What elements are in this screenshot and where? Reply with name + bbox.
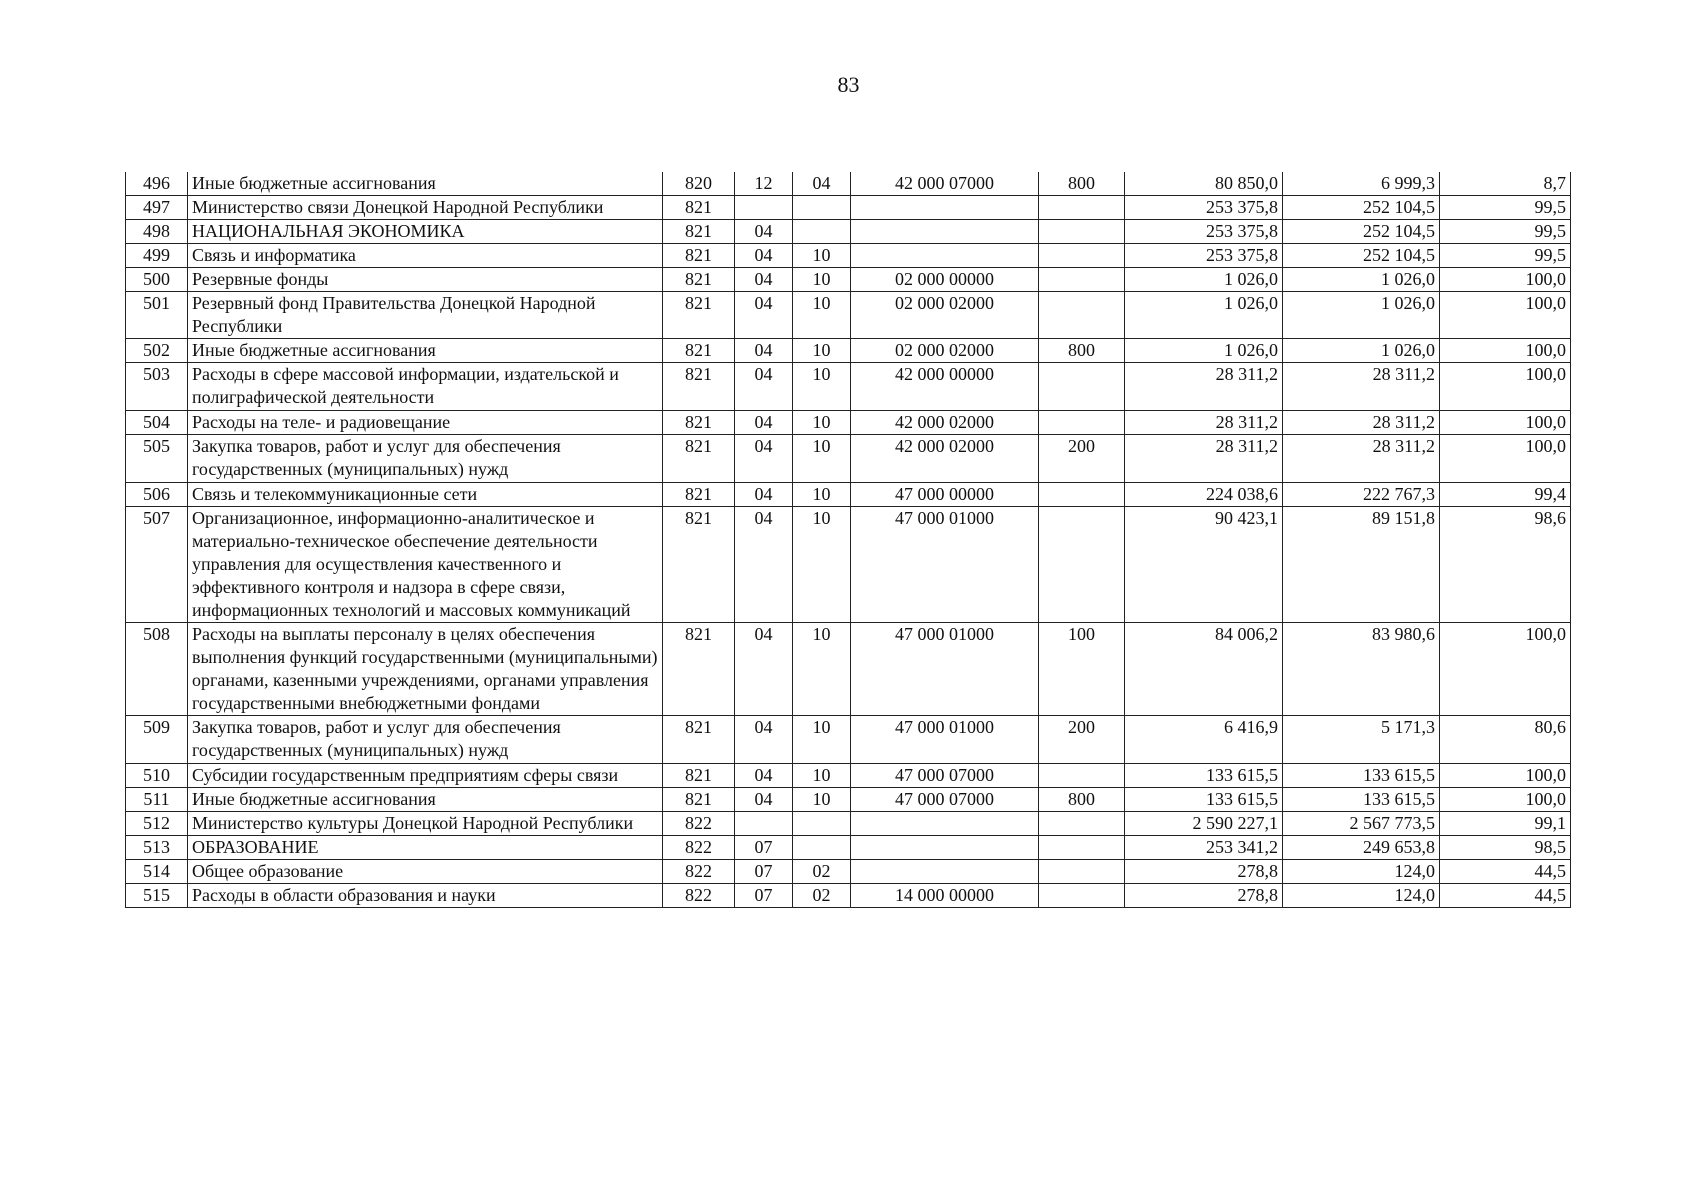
ministry-code: 821 [663,363,735,411]
table-row [126,483,1571,507]
actual-amount: 252 104,5 [1283,196,1440,220]
table-row [126,363,1571,411]
actual-amount: 28 311,2 [1283,363,1440,411]
target-article-code: 47 000 00000 [851,483,1039,507]
expense-name: Общее образование [188,860,663,884]
expense-type-code [1039,812,1125,836]
subsection-code [793,812,851,836]
expense-type-code [1039,836,1125,860]
ministry-code: 821 [663,244,735,268]
ministry-code: 821 [663,623,735,716]
expense-name: Связь и информатика [188,244,663,268]
planned-amount: 133 615,5 [1125,764,1283,788]
expense-name: Министерство культуры Донецкой Народной Республики [188,812,663,836]
table-row [126,339,1571,363]
subsection-code: 10 [793,507,851,623]
execution-percent: 100,0 [1440,623,1571,716]
expense-name: Расходы в сфере массовой информации, издательской и полиграфической деятельности [188,363,663,411]
actual-amount: 249 653,8 [1283,836,1440,860]
actual-amount: 252 104,5 [1283,220,1440,244]
planned-amount: 278,8 [1125,884,1283,908]
expense-type-code [1039,268,1125,292]
target-article-code: 47 000 01000 [851,507,1039,623]
target-article-code [851,196,1039,220]
table-row [126,292,1571,339]
subsection-code: 10 [793,363,851,411]
section-code [735,812,793,836]
execution-percent: 80,6 [1440,716,1571,764]
planned-amount: 1 026,0 [1125,268,1283,292]
expense-name: ОБРАЗОВАНИЕ [188,836,663,860]
execution-percent: 99,1 [1440,812,1571,836]
execution-percent: 100,0 [1440,268,1571,292]
row-number: 503 [126,363,188,411]
actual-amount: 1 026,0 [1283,292,1440,339]
expense-type-code [1039,483,1125,507]
table-body [126,172,1571,908]
table-row [126,884,1571,908]
ministry-code: 822 [663,836,735,860]
execution-percent: 44,5 [1440,884,1571,908]
expense-type-code: 200 [1039,716,1125,764]
section-code: 04 [735,268,793,292]
execution-percent: 99,5 [1440,196,1571,220]
row-number: 514 [126,860,188,884]
planned-amount: 28 311,2 [1125,435,1283,483]
ministry-code: 821 [663,268,735,292]
expense-name: Расходы на теле- и радиовещание [188,411,663,435]
table-row [126,836,1571,860]
row-number: 505 [126,435,188,483]
section-code: 04 [735,507,793,623]
section-code: 04 [735,339,793,363]
section-code: 04 [735,363,793,411]
ministry-code: 821 [663,788,735,812]
ministry-code: 821 [663,411,735,435]
actual-amount: 124,0 [1283,860,1440,884]
row-number: 497 [126,196,188,220]
target-article-code: 42 000 07000 [851,172,1039,196]
planned-amount: 28 311,2 [1125,411,1283,435]
expense-type-code [1039,884,1125,908]
subsection-code: 10 [793,764,851,788]
target-article-code: 02 000 00000 [851,268,1039,292]
actual-amount: 2 567 773,5 [1283,812,1440,836]
planned-amount: 1 026,0 [1125,339,1283,363]
subsection-code: 10 [793,244,851,268]
section-code: 04 [735,623,793,716]
expense-name: Иные бюджетные ассигнования [188,788,663,812]
section-code: 07 [735,836,793,860]
ministry-code: 821 [663,507,735,623]
subsection-code: 10 [793,292,851,339]
ministry-code: 822 [663,860,735,884]
ministry-code: 821 [663,764,735,788]
expense-name: Резервный фонд Правительства Донецкой Народной Республики [188,292,663,339]
table-row [126,268,1571,292]
expense-name: Резервные фонды [188,268,663,292]
expense-type-code: 800 [1039,339,1125,363]
expense-type-code [1039,764,1125,788]
subsection-code: 10 [793,623,851,716]
expense-name: НАЦИОНАЛЬНАЯ ЭКОНОМИКА [188,220,663,244]
row-number: 509 [126,716,188,764]
subsection-code: 10 [793,339,851,363]
actual-amount: 133 615,5 [1283,788,1440,812]
subsection-code: 10 [793,268,851,292]
table-row [126,788,1571,812]
page-number: 83 [837,72,860,97]
expense-type-code [1039,363,1125,411]
expense-type-code: 800 [1039,788,1125,812]
row-number: 498 [126,220,188,244]
target-article-code [851,836,1039,860]
target-article-code: 02 000 02000 [851,292,1039,339]
subsection-code [793,836,851,860]
actual-amount: 5 171,3 [1283,716,1440,764]
row-number: 510 [126,764,188,788]
execution-percent: 100,0 [1440,339,1571,363]
section-code: 07 [735,860,793,884]
subsection-code: 10 [793,716,851,764]
subsection-code: 10 [793,483,851,507]
row-number: 512 [126,812,188,836]
table-row [126,507,1571,623]
planned-amount: 224 038,6 [1125,483,1283,507]
planned-amount: 253 375,8 [1125,220,1283,244]
section-code: 04 [735,244,793,268]
ministry-code: 822 [663,812,735,836]
actual-amount: 124,0 [1283,884,1440,908]
subsection-code: 02 [793,860,851,884]
table-row [126,623,1571,716]
target-article-code: 47 000 01000 [851,716,1039,764]
ministry-code: 821 [663,339,735,363]
row-number: 513 [126,836,188,860]
ministry-code: 821 [663,483,735,507]
planned-amount: 253 375,8 [1125,196,1283,220]
planned-amount: 84 006,2 [1125,623,1283,716]
actual-amount: 28 311,2 [1283,411,1440,435]
section-code: 04 [735,292,793,339]
row-number: 508 [126,623,188,716]
target-article-code: 42 000 00000 [851,363,1039,411]
actual-amount: 252 104,5 [1283,244,1440,268]
table-row [126,716,1571,764]
planned-amount: 28 311,2 [1125,363,1283,411]
planned-amount: 278,8 [1125,860,1283,884]
table-row [126,435,1571,483]
table-row [126,220,1571,244]
actual-amount: 83 980,6 [1283,623,1440,716]
row-number: 504 [126,411,188,435]
expense-type-code [1039,860,1125,884]
execution-percent: 100,0 [1440,764,1571,788]
actual-amount: 222 767,3 [1283,483,1440,507]
target-article-code [851,220,1039,244]
target-article-code: 42 000 02000 [851,411,1039,435]
expense-type-code [1039,507,1125,623]
execution-percent: 99,5 [1440,220,1571,244]
expense-type-code [1039,411,1125,435]
section-code: 04 [735,220,793,244]
target-article-code: 47 000 01000 [851,623,1039,716]
ministry-code: 821 [663,435,735,483]
subsection-code: 10 [793,435,851,483]
row-number: 496 [126,172,188,196]
planned-amount: 253 341,2 [1125,836,1283,860]
target-article-code: 14 000 00000 [851,884,1039,908]
execution-percent: 100,0 [1440,788,1571,812]
table-row [126,172,1571,196]
ministry-code: 822 [663,884,735,908]
row-number: 507 [126,507,188,623]
execution-percent: 99,4 [1440,483,1571,507]
planned-amount: 1 026,0 [1125,292,1283,339]
row-number: 502 [126,339,188,363]
execution-percent: 44,5 [1440,860,1571,884]
expense-name: Расходы в области образования и науки [188,884,663,908]
table-row [126,196,1571,220]
expense-name: Субсидии государственным предприятиям сферы связи [188,764,663,788]
actual-amount: 1 026,0 [1283,339,1440,363]
target-article-code [851,812,1039,836]
expense-name: Иные бюджетные ассигнования [188,339,663,363]
expense-name: Закупка товаров, работ и услуг для обеспечения государственных (муниципальных) нужд [188,435,663,483]
execution-percent: 100,0 [1440,411,1571,435]
expense-name: Закупка товаров, работ и услуг для обеспечения государственных (муниципальных) нужд [188,716,663,764]
ministry-code: 821 [663,716,735,764]
target-article-code: 02 000 02000 [851,339,1039,363]
section-code: 04 [735,764,793,788]
subsection-code [793,220,851,244]
planned-amount: 253 375,8 [1125,244,1283,268]
section-code: 04 [735,483,793,507]
expense-type-code: 200 [1039,435,1125,483]
table-row [126,764,1571,788]
row-number: 499 [126,244,188,268]
target-article-code: 47 000 07000 [851,764,1039,788]
ministry-code: 821 [663,220,735,244]
execution-percent: 98,6 [1440,507,1571,623]
target-article-code: 42 000 02000 [851,435,1039,483]
subsection-code: 04 [793,172,851,196]
expense-type-code [1039,196,1125,220]
table-row [126,812,1571,836]
expense-name: Министерство связи Донецкой Народной Республики [188,196,663,220]
expense-type-code: 800 [1039,172,1125,196]
section-code: 04 [735,411,793,435]
ministry-code: 821 [663,196,735,220]
expense-name: Иные бюджетные ассигнования [188,172,663,196]
subsection-code [793,196,851,220]
execution-percent: 100,0 [1440,435,1571,483]
expense-type-code [1039,292,1125,339]
target-article-code: 47 000 07000 [851,788,1039,812]
execution-percent: 98,5 [1440,836,1571,860]
actual-amount: 28 311,2 [1283,435,1440,483]
section-code: 07 [735,884,793,908]
table-row [126,860,1571,884]
expense-name: Организационное, информационно-аналитическое и материально-техническое обеспечение деятельности управления для осуществления качественного и эффективного контроля и надзора в сфере связи, информационных технологий и массовых коммуникаций [188,507,663,623]
expense-type-code [1039,220,1125,244]
subsection-code: 10 [793,411,851,435]
expense-name: Связь и телекоммуникационные сети [188,483,663,507]
planned-amount: 2 590 227,1 [1125,812,1283,836]
planned-amount: 133 615,5 [1125,788,1283,812]
subsection-code: 02 [793,884,851,908]
actual-amount: 133 615,5 [1283,764,1440,788]
section-code: 04 [735,788,793,812]
planned-amount: 6 416,9 [1125,716,1283,764]
actual-amount: 1 026,0 [1283,268,1440,292]
section-code: 12 [735,172,793,196]
expense-name: Расходы на выплаты персоналу в целях обеспечения выполнения функций государственными (муниципальными) органами, казенными учреждениями, органами управления государственными внебюджетными фондами [188,623,663,716]
target-article-code [851,860,1039,884]
expense-type-code [1039,244,1125,268]
row-number: 511 [126,788,188,812]
row-number: 515 [126,884,188,908]
execution-percent: 99,5 [1440,244,1571,268]
subsection-code: 10 [793,788,851,812]
section-code: 04 [735,435,793,483]
execution-percent: 8,7 [1440,172,1571,196]
row-number: 500 [126,268,188,292]
ministry-code: 821 [663,292,735,339]
section-code: 04 [735,716,793,764]
table-row [126,244,1571,268]
target-article-code [851,244,1039,268]
planned-amount: 90 423,1 [1125,507,1283,623]
budget-table [125,172,1571,908]
section-code [735,196,793,220]
execution-percent: 100,0 [1440,363,1571,411]
row-number: 506 [126,483,188,507]
planned-amount: 80 850,0 [1125,172,1283,196]
execution-percent: 100,0 [1440,292,1571,339]
actual-amount: 89 151,8 [1283,507,1440,623]
expense-type-code: 100 [1039,623,1125,716]
row-number: 501 [126,292,188,339]
actual-amount: 6 999,3 [1283,172,1440,196]
ministry-code: 820 [663,172,735,196]
table-row [126,411,1571,435]
